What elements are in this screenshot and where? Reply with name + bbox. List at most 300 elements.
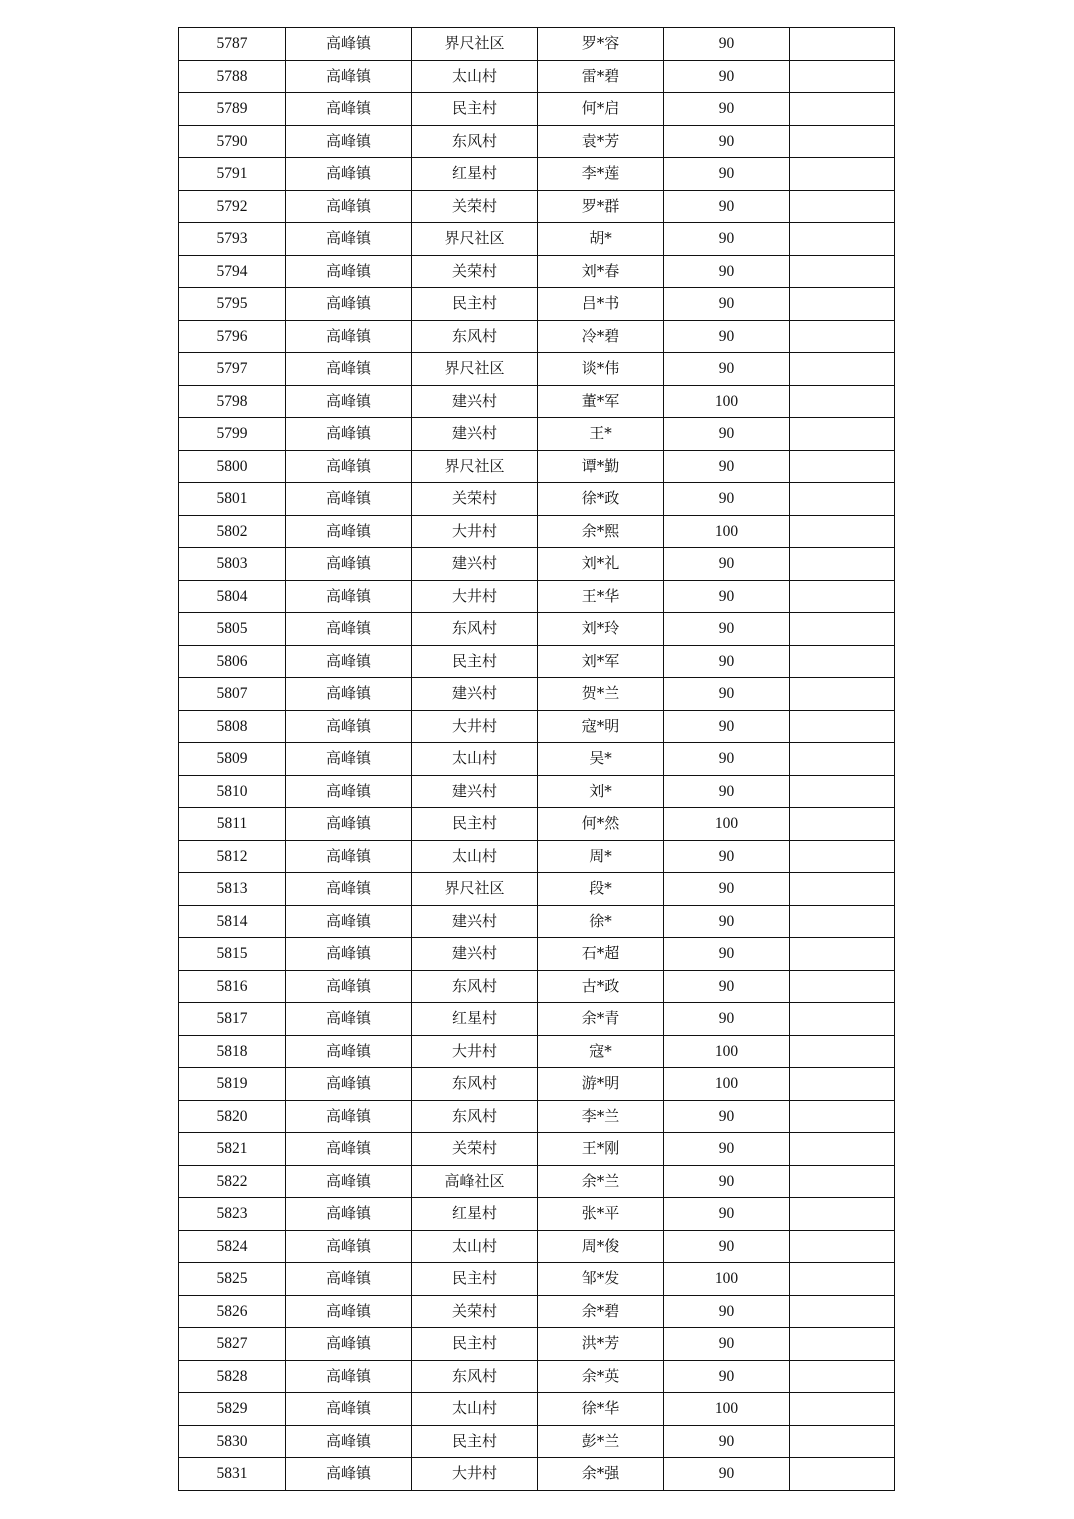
table-row bbox=[179, 1295, 895, 1328]
serial-cell: 5800 bbox=[179, 450, 286, 483]
remark-cell bbox=[790, 743, 895, 776]
amount-cell: 90 bbox=[664, 190, 790, 223]
name-cell: 罗*容 bbox=[538, 28, 664, 61]
table-row bbox=[179, 613, 895, 646]
town-cell: 高峰镇 bbox=[286, 873, 412, 906]
name-cell: 余*英 bbox=[538, 1360, 664, 1393]
village-cell: 关荣村 bbox=[412, 483, 538, 516]
village-cell: 大井村 bbox=[412, 1458, 538, 1491]
town-cell: 高峰镇 bbox=[286, 678, 412, 711]
table-row bbox=[179, 775, 895, 808]
amount-cell: 90 bbox=[664, 1198, 790, 1231]
name-cell: 余*强 bbox=[538, 1458, 664, 1491]
serial-cell: 5799 bbox=[179, 418, 286, 451]
village-cell: 红星村 bbox=[412, 1003, 538, 1036]
town-cell: 高峰镇 bbox=[286, 288, 412, 321]
village-cell: 建兴村 bbox=[412, 775, 538, 808]
village-cell: 界尺社区 bbox=[412, 450, 538, 483]
amount-cell: 90 bbox=[664, 678, 790, 711]
remark-cell bbox=[790, 710, 895, 743]
name-cell: 谭*勤 bbox=[538, 450, 664, 483]
town-cell: 高峰镇 bbox=[286, 580, 412, 613]
amount-cell: 90 bbox=[664, 223, 790, 256]
serial-cell: 5790 bbox=[179, 125, 286, 158]
serial-cell: 5796 bbox=[179, 320, 286, 353]
village-cell: 高峰社区 bbox=[412, 1165, 538, 1198]
village-cell: 民主村 bbox=[412, 288, 538, 321]
town-cell: 高峰镇 bbox=[286, 320, 412, 353]
name-cell: 袁*芳 bbox=[538, 125, 664, 158]
remark-cell bbox=[790, 1263, 895, 1296]
amount-cell: 90 bbox=[664, 1230, 790, 1263]
name-cell: 吕*书 bbox=[538, 288, 664, 321]
table-row bbox=[179, 905, 895, 938]
name-cell: 徐*华 bbox=[538, 1393, 664, 1426]
remark-cell bbox=[790, 1328, 895, 1361]
table-row bbox=[179, 1360, 895, 1393]
village-cell: 界尺社区 bbox=[412, 28, 538, 61]
amount-cell: 90 bbox=[664, 418, 790, 451]
table-row bbox=[179, 1230, 895, 1263]
village-cell: 建兴村 bbox=[412, 548, 538, 581]
serial-cell: 5798 bbox=[179, 385, 286, 418]
town-cell: 高峰镇 bbox=[286, 515, 412, 548]
name-cell: 贺*兰 bbox=[538, 678, 664, 711]
remark-cell bbox=[790, 1068, 895, 1101]
serial-cell: 5825 bbox=[179, 1263, 286, 1296]
name-cell: 胡* bbox=[538, 223, 664, 256]
amount-cell: 90 bbox=[664, 450, 790, 483]
table-row bbox=[179, 873, 895, 906]
amount-cell: 100 bbox=[664, 1263, 790, 1296]
serial-cell: 5823 bbox=[179, 1198, 286, 1231]
remark-cell bbox=[790, 645, 895, 678]
table-row bbox=[179, 1068, 895, 1101]
table-row bbox=[179, 353, 895, 386]
table-row bbox=[179, 710, 895, 743]
remark-cell bbox=[790, 613, 895, 646]
serial-cell: 5827 bbox=[179, 1328, 286, 1361]
remark-cell bbox=[790, 905, 895, 938]
village-cell: 关荣村 bbox=[412, 1295, 538, 1328]
name-cell: 谈*伟 bbox=[538, 353, 664, 386]
village-cell: 民主村 bbox=[412, 1263, 538, 1296]
serial-cell: 5815 bbox=[179, 938, 286, 971]
remark-cell bbox=[790, 60, 895, 93]
serial-cell: 5829 bbox=[179, 1393, 286, 1426]
amount-cell: 90 bbox=[664, 840, 790, 873]
town-cell: 高峰镇 bbox=[286, 840, 412, 873]
name-cell: 刘*春 bbox=[538, 255, 664, 288]
name-cell: 邹*发 bbox=[538, 1263, 664, 1296]
amount-cell: 90 bbox=[664, 320, 790, 353]
name-cell: 何*启 bbox=[538, 93, 664, 126]
amount-cell: 90 bbox=[664, 1165, 790, 1198]
name-cell: 寇*明 bbox=[538, 710, 664, 743]
serial-cell: 5807 bbox=[179, 678, 286, 711]
serial-cell: 5802 bbox=[179, 515, 286, 548]
remark-cell bbox=[790, 808, 895, 841]
remark-cell bbox=[790, 320, 895, 353]
remark-cell bbox=[790, 678, 895, 711]
name-cell: 刘*礼 bbox=[538, 548, 664, 581]
village-cell: 民主村 bbox=[412, 808, 538, 841]
town-cell: 高峰镇 bbox=[286, 1100, 412, 1133]
town-cell: 高峰镇 bbox=[286, 905, 412, 938]
amount-cell: 100 bbox=[664, 515, 790, 548]
name-cell: 李*兰 bbox=[538, 1100, 664, 1133]
village-cell: 大井村 bbox=[412, 580, 538, 613]
serial-cell: 5803 bbox=[179, 548, 286, 581]
town-cell: 高峰镇 bbox=[286, 1230, 412, 1263]
serial-cell: 5820 bbox=[179, 1100, 286, 1133]
town-cell: 高峰镇 bbox=[286, 418, 412, 451]
amount-cell: 90 bbox=[664, 1458, 790, 1491]
town-cell: 高峰镇 bbox=[286, 1458, 412, 1491]
name-cell: 张*平 bbox=[538, 1198, 664, 1231]
serial-cell: 5816 bbox=[179, 970, 286, 1003]
remark-cell bbox=[790, 1230, 895, 1263]
serial-cell: 5814 bbox=[179, 905, 286, 938]
remark-cell bbox=[790, 288, 895, 321]
town-cell: 高峰镇 bbox=[286, 125, 412, 158]
amount-cell: 90 bbox=[664, 28, 790, 61]
amount-cell: 90 bbox=[664, 1100, 790, 1133]
amount-cell: 90 bbox=[664, 1425, 790, 1458]
village-cell: 建兴村 bbox=[412, 678, 538, 711]
table-row bbox=[179, 288, 895, 321]
name-cell: 冷*碧 bbox=[538, 320, 664, 353]
serial-cell: 5791 bbox=[179, 158, 286, 191]
village-cell: 大井村 bbox=[412, 515, 538, 548]
town-cell: 高峰镇 bbox=[286, 775, 412, 808]
serial-cell: 5804 bbox=[179, 580, 286, 613]
serial-cell: 5821 bbox=[179, 1133, 286, 1166]
village-cell: 建兴村 bbox=[412, 938, 538, 971]
name-cell: 余*青 bbox=[538, 1003, 664, 1036]
serial-cell: 5813 bbox=[179, 873, 286, 906]
remark-cell bbox=[790, 938, 895, 971]
name-cell: 徐*政 bbox=[538, 483, 664, 516]
remark-cell bbox=[790, 1198, 895, 1231]
serial-cell: 5806 bbox=[179, 645, 286, 678]
name-cell: 彭*兰 bbox=[538, 1425, 664, 1458]
town-cell: 高峰镇 bbox=[286, 1165, 412, 1198]
table-row bbox=[179, 1425, 895, 1458]
serial-cell: 5795 bbox=[179, 288, 286, 321]
town-cell: 高峰镇 bbox=[286, 645, 412, 678]
town-cell: 高峰镇 bbox=[286, 1360, 412, 1393]
serial-cell: 5822 bbox=[179, 1165, 286, 1198]
serial-cell: 5811 bbox=[179, 808, 286, 841]
remark-cell bbox=[790, 1425, 895, 1458]
name-cell: 雷*碧 bbox=[538, 60, 664, 93]
town-cell: 高峰镇 bbox=[286, 158, 412, 191]
remark-cell bbox=[790, 418, 895, 451]
town-cell: 高峰镇 bbox=[286, 1263, 412, 1296]
table-row bbox=[179, 1328, 895, 1361]
remark-cell bbox=[790, 840, 895, 873]
serial-cell: 5797 bbox=[179, 353, 286, 386]
town-cell: 高峰镇 bbox=[286, 190, 412, 223]
remark-cell bbox=[790, 1165, 895, 1198]
village-cell: 民主村 bbox=[412, 645, 538, 678]
remark-cell bbox=[790, 28, 895, 61]
amount-cell: 90 bbox=[664, 158, 790, 191]
village-cell: 红星村 bbox=[412, 158, 538, 191]
amount-cell: 90 bbox=[664, 93, 790, 126]
amount-cell: 100 bbox=[664, 1393, 790, 1426]
table-row bbox=[179, 743, 895, 776]
town-cell: 高峰镇 bbox=[286, 743, 412, 776]
remark-cell bbox=[790, 515, 895, 548]
village-cell: 民主村 bbox=[412, 1328, 538, 1361]
village-cell: 建兴村 bbox=[412, 418, 538, 451]
town-cell: 高峰镇 bbox=[286, 93, 412, 126]
serial-cell: 5831 bbox=[179, 1458, 286, 1491]
town-cell: 高峰镇 bbox=[286, 710, 412, 743]
remark-cell bbox=[790, 1458, 895, 1491]
amount-cell: 90 bbox=[664, 255, 790, 288]
name-cell: 余*熙 bbox=[538, 515, 664, 548]
name-cell: 王* bbox=[538, 418, 664, 451]
name-cell: 李*莲 bbox=[538, 158, 664, 191]
amount-cell: 90 bbox=[664, 710, 790, 743]
table-row bbox=[179, 223, 895, 256]
remark-cell bbox=[790, 93, 895, 126]
amount-cell: 90 bbox=[664, 1003, 790, 1036]
data-table bbox=[178, 27, 895, 1491]
table-row bbox=[179, 255, 895, 288]
village-cell: 界尺社区 bbox=[412, 873, 538, 906]
table-row bbox=[179, 28, 895, 61]
name-cell: 刘*军 bbox=[538, 645, 664, 678]
serial-cell: 5810 bbox=[179, 775, 286, 808]
serial-cell: 5793 bbox=[179, 223, 286, 256]
remark-cell bbox=[790, 775, 895, 808]
name-cell: 王*刚 bbox=[538, 1133, 664, 1166]
amount-cell: 100 bbox=[664, 385, 790, 418]
name-cell: 刘*玲 bbox=[538, 613, 664, 646]
amount-cell: 90 bbox=[664, 125, 790, 158]
town-cell: 高峰镇 bbox=[286, 808, 412, 841]
table-row bbox=[179, 450, 895, 483]
village-cell: 太山村 bbox=[412, 840, 538, 873]
town-cell: 高峰镇 bbox=[286, 60, 412, 93]
remark-cell bbox=[790, 255, 895, 288]
name-cell: 余*兰 bbox=[538, 1165, 664, 1198]
table-row bbox=[179, 515, 895, 548]
name-cell: 余*碧 bbox=[538, 1295, 664, 1328]
serial-cell: 5805 bbox=[179, 613, 286, 646]
village-cell: 东风村 bbox=[412, 1100, 538, 1133]
serial-cell: 5809 bbox=[179, 743, 286, 776]
village-cell: 界尺社区 bbox=[412, 353, 538, 386]
village-cell: 关荣村 bbox=[412, 190, 538, 223]
remark-cell bbox=[790, 1295, 895, 1328]
serial-cell: 5830 bbox=[179, 1425, 286, 1458]
village-cell: 太山村 bbox=[412, 1393, 538, 1426]
remark-cell bbox=[790, 1393, 895, 1426]
amount-cell: 90 bbox=[664, 743, 790, 776]
village-cell: 太山村 bbox=[412, 1230, 538, 1263]
table-row bbox=[179, 1003, 895, 1036]
village-cell: 界尺社区 bbox=[412, 223, 538, 256]
village-cell: 东风村 bbox=[412, 613, 538, 646]
name-cell: 何*然 bbox=[538, 808, 664, 841]
name-cell: 董*军 bbox=[538, 385, 664, 418]
town-cell: 高峰镇 bbox=[286, 970, 412, 1003]
village-cell: 关荣村 bbox=[412, 255, 538, 288]
town-cell: 高峰镇 bbox=[286, 1068, 412, 1101]
amount-cell: 90 bbox=[664, 905, 790, 938]
table-row bbox=[179, 678, 895, 711]
town-cell: 高峰镇 bbox=[286, 548, 412, 581]
name-cell: 吴* bbox=[538, 743, 664, 776]
table-row bbox=[179, 840, 895, 873]
village-cell: 大井村 bbox=[412, 710, 538, 743]
name-cell: 周* bbox=[538, 840, 664, 873]
serial-cell: 5817 bbox=[179, 1003, 286, 1036]
amount-cell: 90 bbox=[664, 60, 790, 93]
village-cell: 东风村 bbox=[412, 1068, 538, 1101]
table-row bbox=[179, 93, 895, 126]
remark-cell bbox=[790, 190, 895, 223]
village-cell: 大井村 bbox=[412, 1035, 538, 1068]
remark-cell bbox=[790, 548, 895, 581]
name-cell: 罗*群 bbox=[538, 190, 664, 223]
town-cell: 高峰镇 bbox=[286, 255, 412, 288]
town-cell: 高峰镇 bbox=[286, 1133, 412, 1166]
town-cell: 高峰镇 bbox=[286, 28, 412, 61]
table-body bbox=[179, 28, 895, 1491]
table-row bbox=[179, 1393, 895, 1426]
town-cell: 高峰镇 bbox=[286, 385, 412, 418]
table-row bbox=[179, 1198, 895, 1231]
name-cell: 洪*芳 bbox=[538, 1328, 664, 1361]
name-cell: 周*俊 bbox=[538, 1230, 664, 1263]
town-cell: 高峰镇 bbox=[286, 1425, 412, 1458]
town-cell: 高峰镇 bbox=[286, 613, 412, 646]
name-cell: 徐* bbox=[538, 905, 664, 938]
name-cell: 段* bbox=[538, 873, 664, 906]
village-cell: 关荣村 bbox=[412, 1133, 538, 1166]
town-cell: 高峰镇 bbox=[286, 223, 412, 256]
table-row bbox=[179, 1133, 895, 1166]
amount-cell: 90 bbox=[664, 873, 790, 906]
amount-cell: 90 bbox=[664, 580, 790, 613]
remark-cell bbox=[790, 1035, 895, 1068]
town-cell: 高峰镇 bbox=[286, 1393, 412, 1426]
table-row bbox=[179, 548, 895, 581]
amount-cell: 90 bbox=[664, 1295, 790, 1328]
town-cell: 高峰镇 bbox=[286, 938, 412, 971]
remark-cell bbox=[790, 125, 895, 158]
serial-cell: 5818 bbox=[179, 1035, 286, 1068]
village-cell: 东风村 bbox=[412, 125, 538, 158]
remark-cell bbox=[790, 483, 895, 516]
remark-cell bbox=[790, 1100, 895, 1133]
name-cell: 石*超 bbox=[538, 938, 664, 971]
table-row bbox=[179, 1100, 895, 1133]
remark-cell bbox=[790, 158, 895, 191]
amount-cell: 90 bbox=[664, 938, 790, 971]
remark-cell bbox=[790, 450, 895, 483]
remark-cell bbox=[790, 223, 895, 256]
village-cell: 东风村 bbox=[412, 320, 538, 353]
table-row bbox=[179, 60, 895, 93]
amount-cell: 90 bbox=[664, 483, 790, 516]
amount-cell: 90 bbox=[664, 353, 790, 386]
serial-cell: 5824 bbox=[179, 1230, 286, 1263]
village-cell: 建兴村 bbox=[412, 905, 538, 938]
amount-cell: 90 bbox=[664, 645, 790, 678]
table-row bbox=[179, 190, 895, 223]
serial-cell: 5812 bbox=[179, 840, 286, 873]
table-row bbox=[179, 645, 895, 678]
table-row bbox=[179, 483, 895, 516]
town-cell: 高峰镇 bbox=[286, 1198, 412, 1231]
table-row bbox=[179, 125, 895, 158]
table-row bbox=[179, 1458, 895, 1491]
town-cell: 高峰镇 bbox=[286, 353, 412, 386]
village-cell: 民主村 bbox=[412, 1425, 538, 1458]
remark-cell bbox=[790, 353, 895, 386]
amount-cell: 90 bbox=[664, 1328, 790, 1361]
remark-cell bbox=[790, 873, 895, 906]
amount-cell: 90 bbox=[664, 1133, 790, 1166]
serial-cell: 5787 bbox=[179, 28, 286, 61]
table-row bbox=[179, 580, 895, 613]
serial-cell: 5788 bbox=[179, 60, 286, 93]
serial-cell: 5801 bbox=[179, 483, 286, 516]
village-cell: 太山村 bbox=[412, 60, 538, 93]
table-row bbox=[179, 385, 895, 418]
town-cell: 高峰镇 bbox=[286, 483, 412, 516]
table-row bbox=[179, 970, 895, 1003]
name-cell: 游*明 bbox=[538, 1068, 664, 1101]
name-cell: 刘* bbox=[538, 775, 664, 808]
remark-cell bbox=[790, 580, 895, 613]
remark-cell bbox=[790, 1133, 895, 1166]
amount-cell: 90 bbox=[664, 613, 790, 646]
table-row bbox=[179, 158, 895, 191]
town-cell: 高峰镇 bbox=[286, 450, 412, 483]
serial-cell: 5819 bbox=[179, 1068, 286, 1101]
table-row bbox=[179, 808, 895, 841]
remark-cell bbox=[790, 385, 895, 418]
remark-cell bbox=[790, 970, 895, 1003]
serial-cell: 5808 bbox=[179, 710, 286, 743]
serial-cell: 5792 bbox=[179, 190, 286, 223]
name-cell: 古*政 bbox=[538, 970, 664, 1003]
remark-cell bbox=[790, 1360, 895, 1393]
table-row bbox=[179, 1035, 895, 1068]
amount-cell: 100 bbox=[664, 1068, 790, 1101]
amount-cell: 90 bbox=[664, 288, 790, 321]
village-cell: 太山村 bbox=[412, 743, 538, 776]
amount-cell: 90 bbox=[664, 548, 790, 581]
serial-cell: 5826 bbox=[179, 1295, 286, 1328]
table-row bbox=[179, 1263, 895, 1296]
town-cell: 高峰镇 bbox=[286, 1328, 412, 1361]
village-cell: 民主村 bbox=[412, 93, 538, 126]
table-row bbox=[179, 1165, 895, 1198]
name-cell: 王*华 bbox=[538, 580, 664, 613]
amount-cell: 90 bbox=[664, 1360, 790, 1393]
amount-cell: 90 bbox=[664, 775, 790, 808]
town-cell: 高峰镇 bbox=[286, 1003, 412, 1036]
